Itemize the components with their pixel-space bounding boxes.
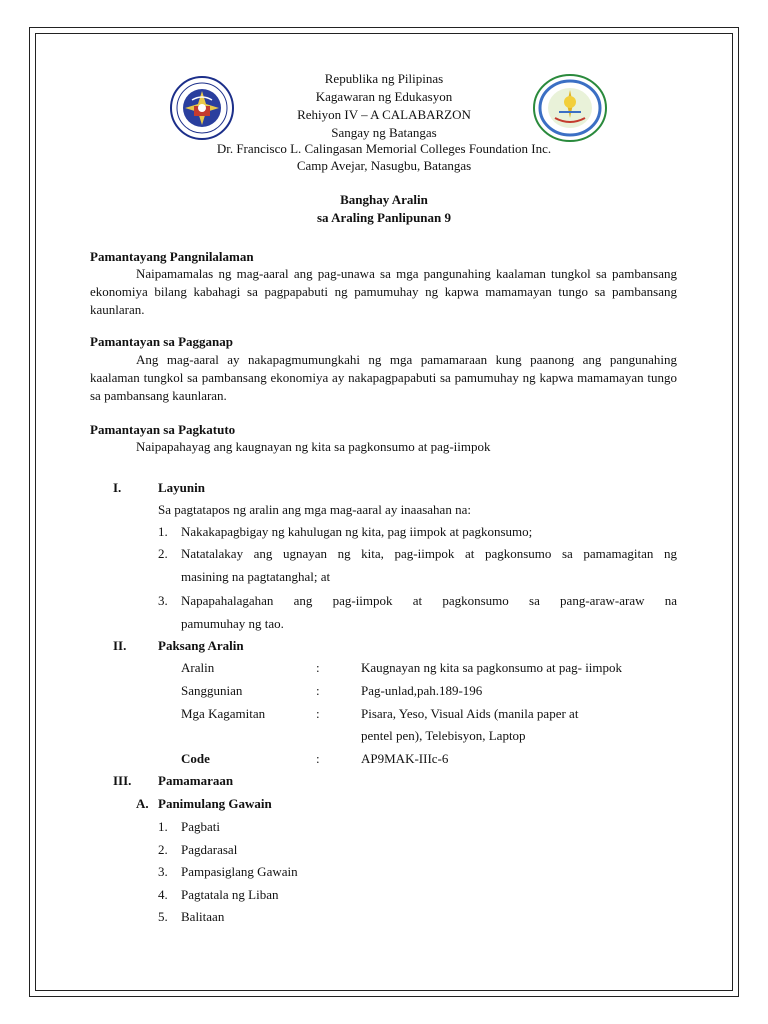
pamamaraan-sub-num: A. bbox=[136, 796, 149, 811]
paksa-value-cont: pentel pen), Telebisyon, Laptop bbox=[361, 728, 526, 743]
paksa-colon: : bbox=[316, 660, 320, 675]
document-title: Banghay Aralin bbox=[340, 192, 428, 207]
layunin-item-text-cont: pamumuhay ng tao. bbox=[181, 616, 284, 631]
paksa-label: Sanggunian bbox=[181, 683, 243, 698]
gawain-item-text: Pagbati bbox=[181, 819, 220, 834]
paksa-value: Pag-unlad,pah.189-196 bbox=[361, 683, 483, 698]
layunin-intro: Sa pagtatapos ng aralin ang mga mag-aaral ay inaasahan na: bbox=[158, 502, 471, 517]
layunin-item-num: 2. bbox=[158, 546, 168, 561]
section-heading-pagkatuto: Pamantayan sa Pagkatuto bbox=[90, 422, 236, 437]
header-school-name: Dr. Francisco L. Calingasan Memorial Colleges Foundation Inc. bbox=[216, 141, 552, 156]
layunin-item-text: Nakakapagbigay ng kahulugan ng kita, pag iimpok at pagkonsumo; bbox=[181, 524, 533, 539]
paksa-value: Pisara, Yeso, Visual Aids (manila paper at bbox=[361, 706, 579, 721]
gawain-item-text: Pagtatala ng Liban bbox=[181, 887, 279, 902]
paksa-colon: : bbox=[316, 706, 320, 721]
paksa-label-code: Code bbox=[181, 751, 210, 766]
paksa-value-code: AP9MAK-IIIc-6 bbox=[361, 751, 449, 766]
gawain-item-num: 1. bbox=[158, 819, 168, 834]
gawain-item-num: 4. bbox=[158, 887, 168, 902]
section-heading-pangnilalaman: Pamantayang Pangnilalaman bbox=[90, 249, 254, 264]
section-body-pagkatuto: Naipapahayag ang kaugnayan ng kita sa pagkonsumo at pag-iimpok bbox=[136, 439, 491, 454]
outline-num-i: I. bbox=[113, 480, 122, 495]
paksa-label: Mga Kagamitan bbox=[181, 706, 266, 721]
header-address: Camp Avejar, Nasugbu, Batangas bbox=[296, 158, 472, 173]
outline-heading-layunin: Layunin bbox=[158, 480, 205, 495]
layunin-item-text: Napapahalagahan ang pag-iimpok at pagkonsumo sa pang-araw-araw na bbox=[181, 593, 677, 608]
paksa-value: Kaugnayan ng kita sa pagkonsumo at pag- iimpok bbox=[361, 660, 623, 675]
paksa-label: Aralin bbox=[181, 660, 215, 675]
gawain-item-text: Balitaan bbox=[181, 909, 225, 924]
outline-num-iii: III. bbox=[113, 773, 132, 788]
section-body-pangnilalaman: Naipamamalas ng mag-aaral ang pag-unawa sa mga pangunahing kaalaman tungkol sa pambansang ekonomiya bilang kabahagi sa pagpapabuti ng pamumuhay ng kapwa mamamayan tungo sa pambansang kaunlaran. bbox=[90, 266, 677, 317]
header-republika: Republika ng Pilipinas bbox=[324, 71, 444, 86]
header-kagawaran: Kagawaran ng Edukasyon bbox=[315, 89, 453, 104]
section-body-pagganap: Ang mag-aaral ay nakapagmumungkahi ng mga pamamaraan kung paanong ang pangunahing kaalaman tungkol sa pambansang ekonomiya ay nakapagpapabuti sa pamumuhay ng kapwa mamamayan tungo sa pambansang kaunlaran. bbox=[90, 352, 677, 403]
outline-num-ii: II. bbox=[113, 638, 127, 653]
gawain-item-num: 5. bbox=[158, 909, 168, 924]
layunin-item-num: 3. bbox=[158, 593, 168, 608]
paksa-colon: : bbox=[316, 683, 320, 698]
gawain-item-text: Pagdarasal bbox=[181, 842, 238, 857]
document-subtitle: sa Araling Panlipunan 9 bbox=[316, 210, 452, 225]
gawain-item-text: Pampasiglang Gawain bbox=[181, 864, 298, 879]
outline-heading-pamamaraan: Pamamaraan bbox=[158, 773, 234, 788]
pamamaraan-sub-heading: Panimulang Gawain bbox=[158, 796, 272, 811]
layunin-item-text: Natatalakay ang ugnayan ng kita, pag-iimpok at pagkonsumo sa pamamagitan ng bbox=[181, 546, 677, 561]
paksa-colon: : bbox=[316, 751, 320, 766]
section-heading-pagganap: Pamantayan sa Pagganap bbox=[90, 334, 234, 349]
gawain-item-num: 2. bbox=[158, 842, 168, 857]
header-sangay: Sangay ng Batangas bbox=[331, 125, 437, 140]
outline-heading-paksang-aralin: Paksang Aralin bbox=[158, 638, 244, 653]
header-rehiyon: Rehiyon IV – A CALABARZON bbox=[297, 107, 471, 122]
layunin-item-num: 1. bbox=[158, 524, 168, 539]
gawain-item-num: 3. bbox=[158, 864, 168, 879]
layunin-item-text-cont: masining na pagtatanghal; at bbox=[181, 569, 331, 584]
